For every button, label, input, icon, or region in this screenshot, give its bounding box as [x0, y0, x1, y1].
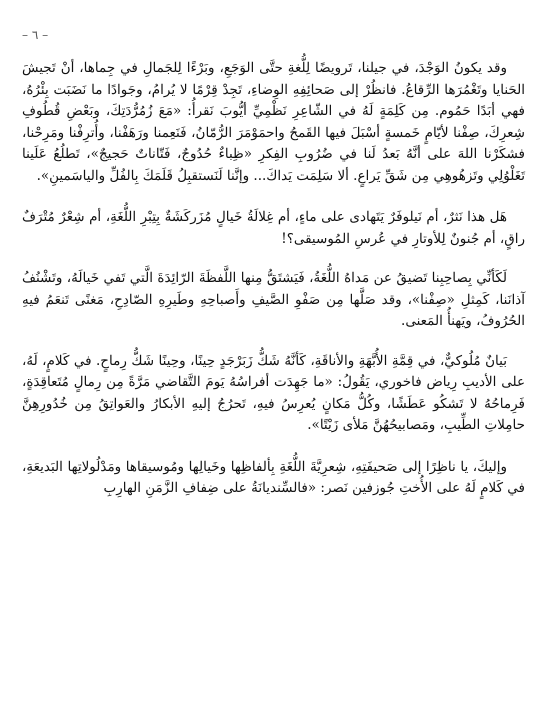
paragraph-4: بَيانٌ مُلُوكيٌّ، في قِمَّةِ الأُبَّهَةِ والأناقَةِ، كَأنَّهُ شَكُّ زَبَرْجَدٍ حِينًا، وحِينًا شَكُّ رِماحٍ. في كَلامٍ، لَهُ، على الأديبِ رِياض فاخوري، يَقُولُ: «ما جَهِدَت أفراسُهُ يَومَ التَّقاضي مَرَّةً مِن رِمالٍ مُتَعاقِدَةٍ، فَرِماحُهُ لا تَشكُو عَطَشًا، وكُلُّ مَكانٍ يُعرِسُ فيهِ، تَحرُجُ إليهِ الأبكارُ والعَواتِقُ مِن خُدُورِهِنَّ حامِلاتِ الطِّيبِ، ومَصابيحُهُنَّ مَلأى زَيْتًا».	[22, 352, 525, 433]
paragraph-3: لَكَأنِّي بِصاحِبِنا تَضيقُ عن مَداهُ اللُّغَةُ، فَيَشتَقُّ مِنها اللَّفظَةَ الرّائِدَةَ الَّتي تَفي خَيالَهُ، وتَشْنُفُ آذانَنا، كَمِثلِ «صِفْنا»، وقد صَلَّها مِن صَفْوِ الصَّيفِ وأَصباحِهِ وطَيرِهِ الصّادِحِ، مَغنًى تَنعَمُ فيهِ الحُرُوفُ، ويَهنأُ المَعنى.	[22, 270, 525, 329]
page-number: – ٦ –	[22, 28, 49, 42]
paragraph-5: وإليكَ، يا ناظِرًا إلى صَحيفَتِهِ، شِعرِيَّةَ اللُّغَةِ بِألفاظِها وخَيالِها ومُوسيقاها ومَدْلُولاتِها البَديعَةِ، في كَلامٍ لَهُ على الأُختِ جُوزفين نَصر: «فالسِّنديانَةُ على ضِفافِ الزَّمَنِ الهارِبِ	[22, 458, 525, 496]
paragraph-1: وقد يكونُ الوَجْدَ، في جيلنا، تَرويضًا لِلُّغةِ حتَّى الوَجَعِ، وبَرْءًا لِلجَمالِ في جِماها، أنْ تَجيشَ الحَنايا وتَغْمُرَها الرِّقاعُ. فانظُرْ إلى صَحائِفِهِ الوِضاءِ، تَجِدْ قِرْمًا لا يُرامُ، وجَوادًا ما نَضَبَت بِئْرُهُ، فهي أبَدًا حَمُوم. مِن كَلِمَةٍ لَهُ في الشّاعِرِ نَظْمِيِّ أيُّوبَ نَقرأُ: «مَعَ زُمُرُّدَتِكَ، وبَعْضِ قُطُوفِ شِعرِكَ، صِفْنا لأيّامٍ خَمسةٍ أسْبَلَ فيها القَمحُ واحمَوْمَرَ الرُّمّانُ، فَنَعِمنا ورَهَفْنا، وأُترِفْنا ومَرِحْنا، فشكَرْنا اللهَ على أنَّهُ بَعدُ لَنا في ضُرُوبِ الفِكرِ «ظِباءٌ حُدُوجٌ، فَتّاناتٌ حَجيجٌ»، تَطلُعُ عَلَينا تَغَلْوُلِي وتَزهُوهِي مِن شَقِّ يَراعٍ. ألا سَلِمَت يَداكَ... وإنَّنا لَنَستقبِلُ قَلَمَكَ بِالفُلِّ والياسَمينِ».	[22, 60, 525, 184]
paragraph-2: هَل هذا نَثرٌ، أم نَيلوفَرٌ يَتَهادى على ماءٍ، أم غِلالَةُ خَيالٍ مُزَركَشَةٌ بِتِبْرِ اللُّغَةِ، أم شِعْرٌ مُتْرَفٌ راقٍ، أم جُنونٌ لِلأوتارِ في عُرسِ المُوسيقى؟!	[22, 209, 525, 247]
document-body	[22, 58, 525, 520]
